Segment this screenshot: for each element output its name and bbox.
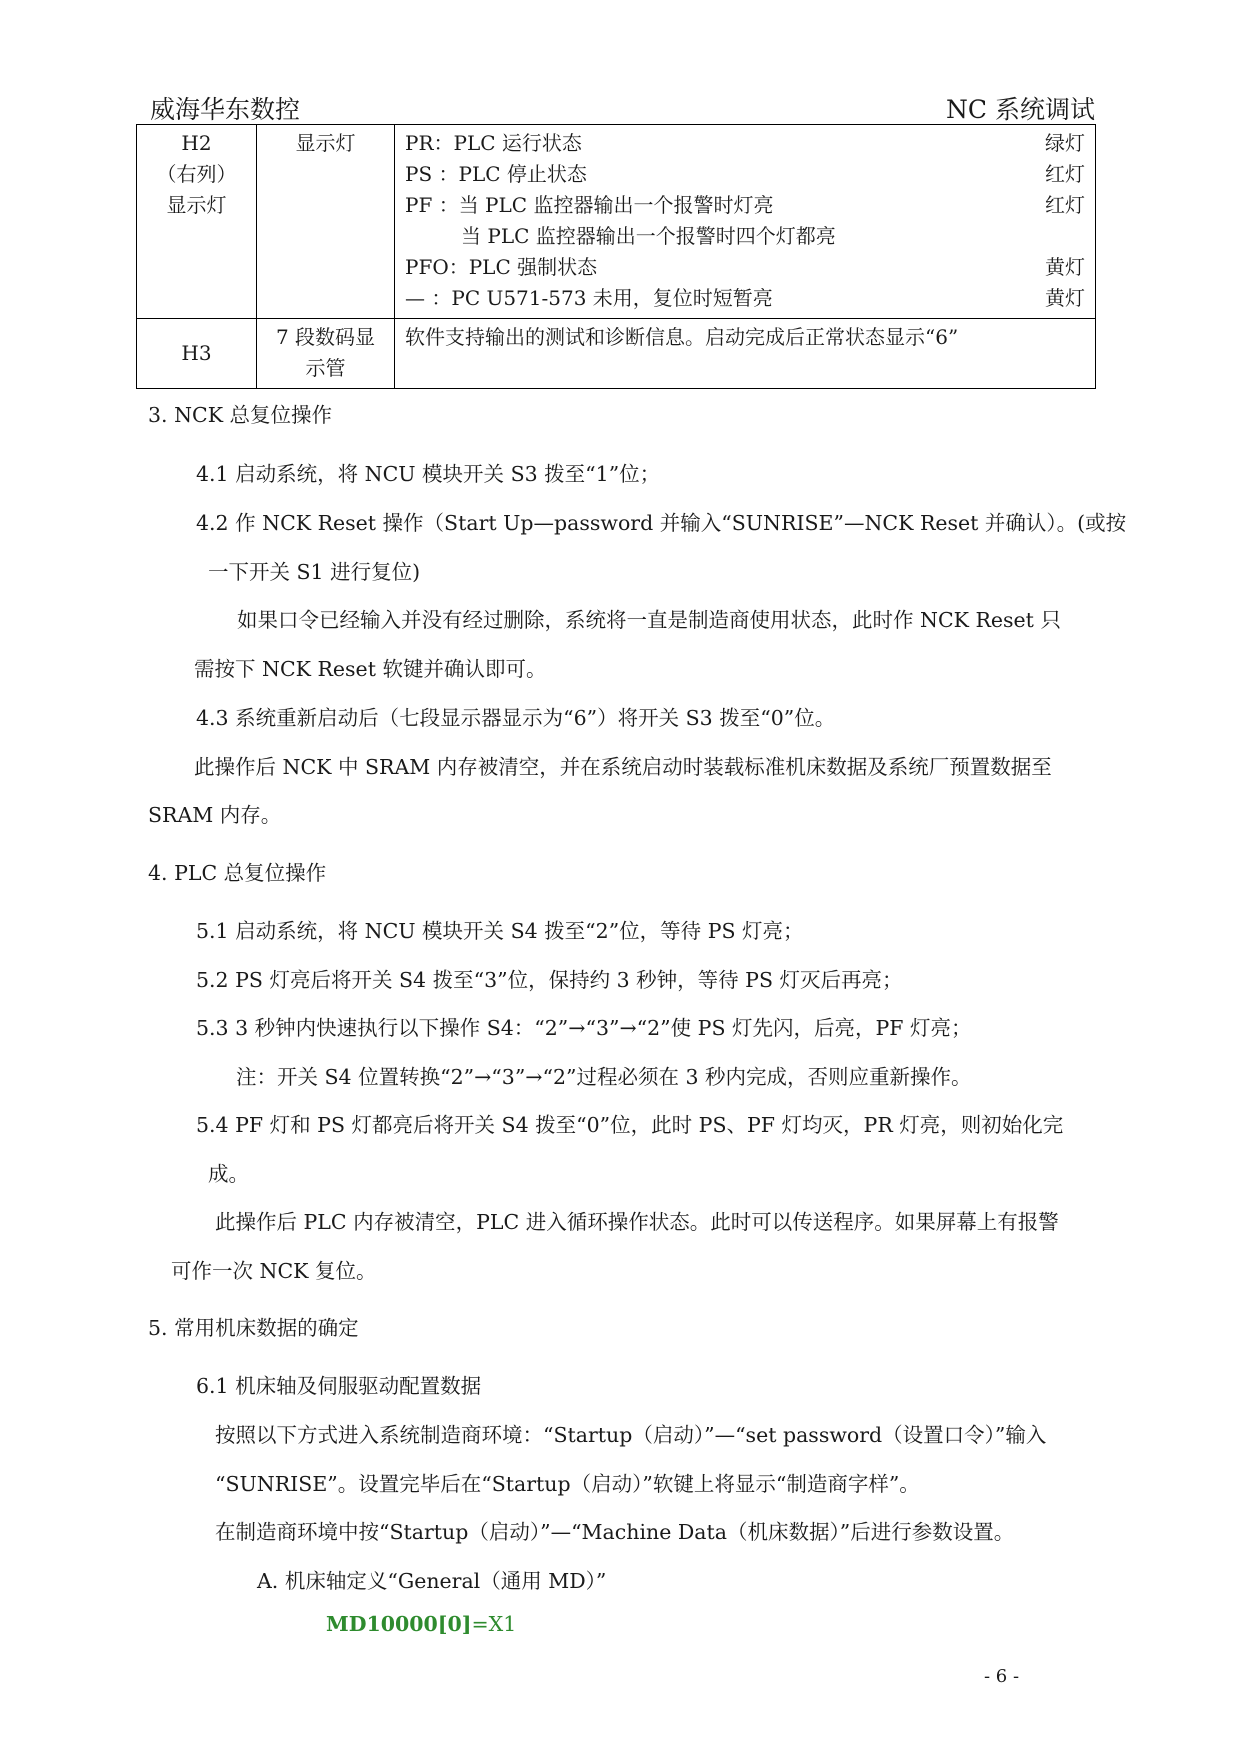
cell-h2-id: H2 （右列） 显示灯: [137, 125, 257, 319]
cell-h2-desc: [395, 125, 1096, 319]
table-row-h2: [137, 125, 1096, 319]
item-a: A. 机床轴定义“General（通用 MD）”: [257, 1569, 607, 1593]
note: 注：开关 S4 位置转换“2”→“3”→“2”过程必须在 3 秒内完成，否则应重新操作。: [236, 1065, 972, 1089]
desc-line: PFO：PLC 强制状态 黄灯: [405, 255, 1085, 279]
step-5-4-cont: 成。: [208, 1162, 249, 1186]
desc-line: — ：PC U571-573 未用，复位时短暂亮 黄灯: [405, 286, 1085, 310]
cell-h2-type: 显示灯: [257, 125, 395, 319]
paragraph-cont: SRAM 内存。: [148, 803, 282, 827]
section-4-title: 4. PLC 总复位操作: [148, 861, 327, 885]
paragraph: 如果口令已经输入并没有经过删除，系统将一直是制造商使用状态，此时作 NCK Reset 只: [237, 608, 1061, 632]
step-4-3: 4.3 系统重新启动后（七段显示器显示为“6”）将开关 S3 拨至“0”位。: [196, 706, 836, 730]
paragraph-cont: 可作一次 NCK 复位。: [171, 1259, 377, 1283]
paragraph: 此操作后 NCK 中 SRAM 内存被清空，并在系统启动时装载标准机床数据及系统厂预置数据至: [194, 755, 1052, 779]
step-4-1: 4.1 启动系统，将 NCU 模块开关 S3 拨至“1”位；: [196, 462, 661, 486]
machine-data-line: [326, 1612, 516, 1636]
section-5-title: 5. 常用机床数据的确定: [148, 1316, 359, 1340]
step-5-2: 5.2 PS 灯亮后将开关 S4 拨至“3”位，保持约 3 秒钟，等待 PS 灯灭后再亮；: [196, 968, 903, 992]
desc-line: PR：PLC 运行状态 绿灯: [405, 131, 1085, 155]
paragraph-cont: 需按下 NCK Reset 软键并确认即可。: [194, 657, 547, 681]
md-value: =X1: [471, 1612, 517, 1636]
step-4-2-cont: 一下开关 S1 进行复位): [208, 560, 421, 584]
md-name: MD10000[0]: [326, 1612, 472, 1636]
step-5-3: 5.3 3 秒钟内快速执行以下操作 S4：“2”→“3”→“2”使 PS 灯先闪，后亮，PF 灯亮；: [196, 1016, 972, 1040]
section-3-title: 3. NCK 总复位操作: [148, 403, 333, 427]
paragraph: 在制造商环境中按“Startup（启动）”—“Machine Data（机床数据）”后进行参数设置。: [215, 1520, 1015, 1544]
paragraph-cont: “SUNRISE”。设置完毕后在“Startup（启动）”软键上将显示“制造商字样”。: [215, 1472, 920, 1496]
header-section: NC 系统调试: [946, 95, 1095, 124]
indicator-table: [136, 124, 1096, 389]
table-row-h3: [137, 319, 1096, 389]
paragraph: 按照以下方式进入系统制造商环境：“Startup（启动）”—“set password（设置口令）”输入: [215, 1423, 1047, 1447]
desc-line: PS ：PLC 停止状态 红灯: [405, 162, 1085, 186]
header-company: 威海华东数控: [150, 95, 301, 124]
page-number: - 6 -: [984, 1666, 1020, 1687]
cell-h3-id: H3: [137, 319, 257, 389]
desc-line: PF ：当 PLC 监控器输出一个报警时灯亮 红灯: [405, 193, 1085, 217]
paragraph: 此操作后 PLC 内存被清空，PLC 进入循环操作状态。此时可以传送程序。如果屏幕上有报警: [215, 1210, 1059, 1234]
desc-line: 软件支持输出的测试和诊断信息。启动完成后正常状态显示“6”: [405, 325, 959, 349]
step-4-2: 4.2 作 NCK Reset 操作（Start Up—password 并输入“SUNRISE”—NCK Reset 并确认）。(或按: [196, 511, 1127, 535]
step-6-1: 6.1 机床轴及伺服驱动配置数据: [196, 1374, 482, 1398]
step-5-4: 5.4 PF 灯和 PS 灯都亮后将开关 S4 拨至“0”位，此时 PS、PF 灯均灭，PR 灯亮，则初始化完: [196, 1113, 1064, 1137]
desc-line: 当 PLC 监控器输出一个报警时四个灯都亮: [461, 224, 836, 248]
cell-h3-desc: [395, 319, 1096, 389]
step-5-1: 5.1 启动系统，将 NCU 模块开关 S4 拨至“2”位，等待 PS 灯亮；: [196, 919, 804, 943]
cell-h3-type: 7 段数码显 示管: [257, 319, 395, 389]
